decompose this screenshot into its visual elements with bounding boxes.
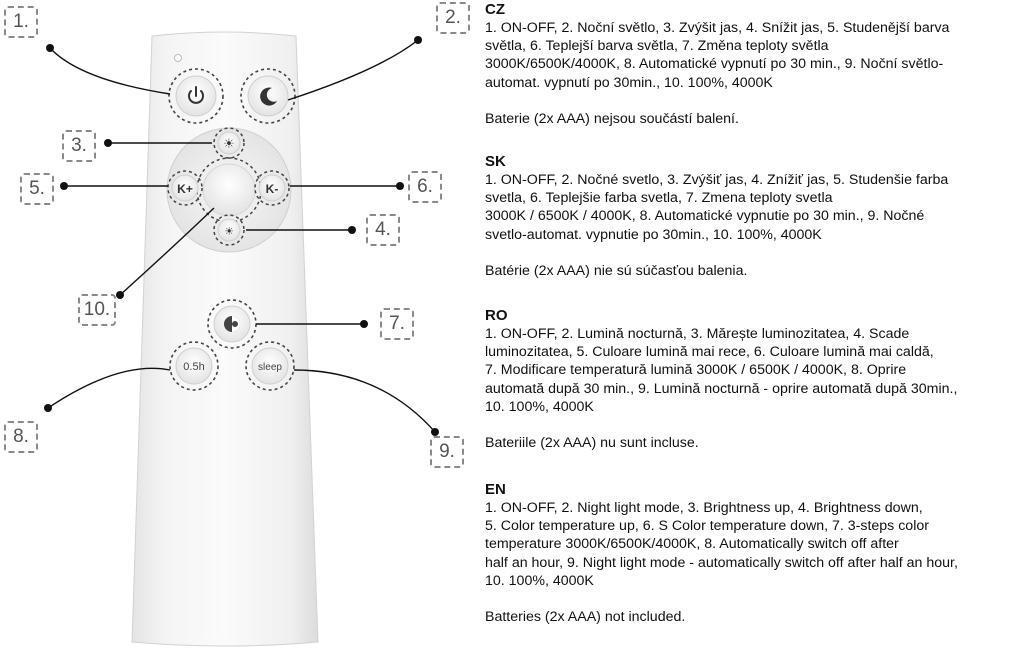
brightness-up-icon: ☀ (223, 137, 235, 152)
timer-label: 0.5h (183, 361, 205, 373)
section-sk (485, 152, 1017, 280)
section-body: 1. ON-OFF, 2. Night light mode, 3. Brightness up, 4. Brightness down, 5. Color temperature up, 6. S Color temperature down, 7. 3-steps color temperature 3000K/6500K/4000K, 8. Automatically switch off after half an hour, 9. Night light mode - automatically switch off after half an hour, 10. 100%, 4000K (485, 500, 958, 589)
section-heading: SK (485, 153, 506, 170)
callout-5: 5. (20, 173, 54, 205)
section-ro (485, 306, 1017, 452)
section-body: 1. ON-OFF, 2. Nočné svetlo, 3. Zvýšiť jas, 4. Znížiť jas, 5. Studenšie farba svetla, 6. Teplejšie farba svetla, 7. Zmena teploty svetla 3000K / 6500K / 4000K, 8. Automatické vypnutie po 30 min., 9. Nočné svetlo-automat. vypnutie po 30min., 10. 100%, 4000K (485, 172, 949, 243)
callout-9: 9. (430, 436, 464, 468)
battery-note: Batteries (2x AAA) not included. (485, 609, 686, 626)
callout-3: 3. (62, 130, 96, 162)
callout-7: 7. (380, 308, 414, 340)
callout-4: 4. (366, 214, 400, 246)
section-body: 1. ON-OFF, 2. Lumină nocturnă, 3. Mărește luminozitatea, 4. Scade luminozitatea, 5. Culoare lumină mai rece, 6. Culoare lumină mai caldă, 7. Modificare temperatură lumină 3000K / 6500K / 4000K, 8. Oprire automată după 30 min., 9. Lumină nocturnă - oprire automată după 30min., 10. 100%, 4000K (485, 326, 958, 415)
battery-note: Bateriile (2x AAA) nu sunt incluse. (485, 435, 699, 452)
section-en (485, 480, 1017, 626)
color-cycle-icon (224, 316, 240, 332)
color-warm-label: K+ (177, 182, 193, 196)
instructions-panel (485, 0, 1017, 650)
color-cold-label: K- (265, 182, 279, 196)
brightness-down-icon: ☀ (224, 225, 234, 238)
indicator-led (175, 55, 182, 62)
remote-diagram (0, 0, 470, 650)
callout-2: 2. (436, 2, 470, 34)
section-heading: EN (485, 481, 506, 498)
battery-note: Baterie (2x AAA) nejsou součástí balení. (485, 110, 739, 127)
center-button[interactable] (203, 164, 255, 216)
battery-note: Batérie (2x AAA) nie sú súčasťou balenia. (485, 262, 748, 279)
section-body: 1. ON-OFF, 2. Noční světlo, 3. Zvýšit jas, 4. Snížit jas, 5. Studenější barva světla, 6. Teplejší barva světla, 7. Změna teploty světla 3000K/6500K/4000K, 8. Automatické vypnutí po 30 min., 9. Noční světlo- automat. vypnutí po 30min., 10. 100%, 4000K (485, 20, 950, 91)
section-heading: CZ (485, 1, 505, 18)
section-heading: RO (485, 307, 508, 324)
night-light-button[interactable] (248, 76, 288, 116)
callout-6: 6. (408, 171, 442, 203)
callout-1: 1. (4, 6, 38, 38)
section-cz (485, 0, 1017, 128)
callout-10: 10. (78, 294, 116, 326)
callout-8: 8. (4, 421, 38, 453)
sleep-label: sleep (258, 362, 282, 373)
